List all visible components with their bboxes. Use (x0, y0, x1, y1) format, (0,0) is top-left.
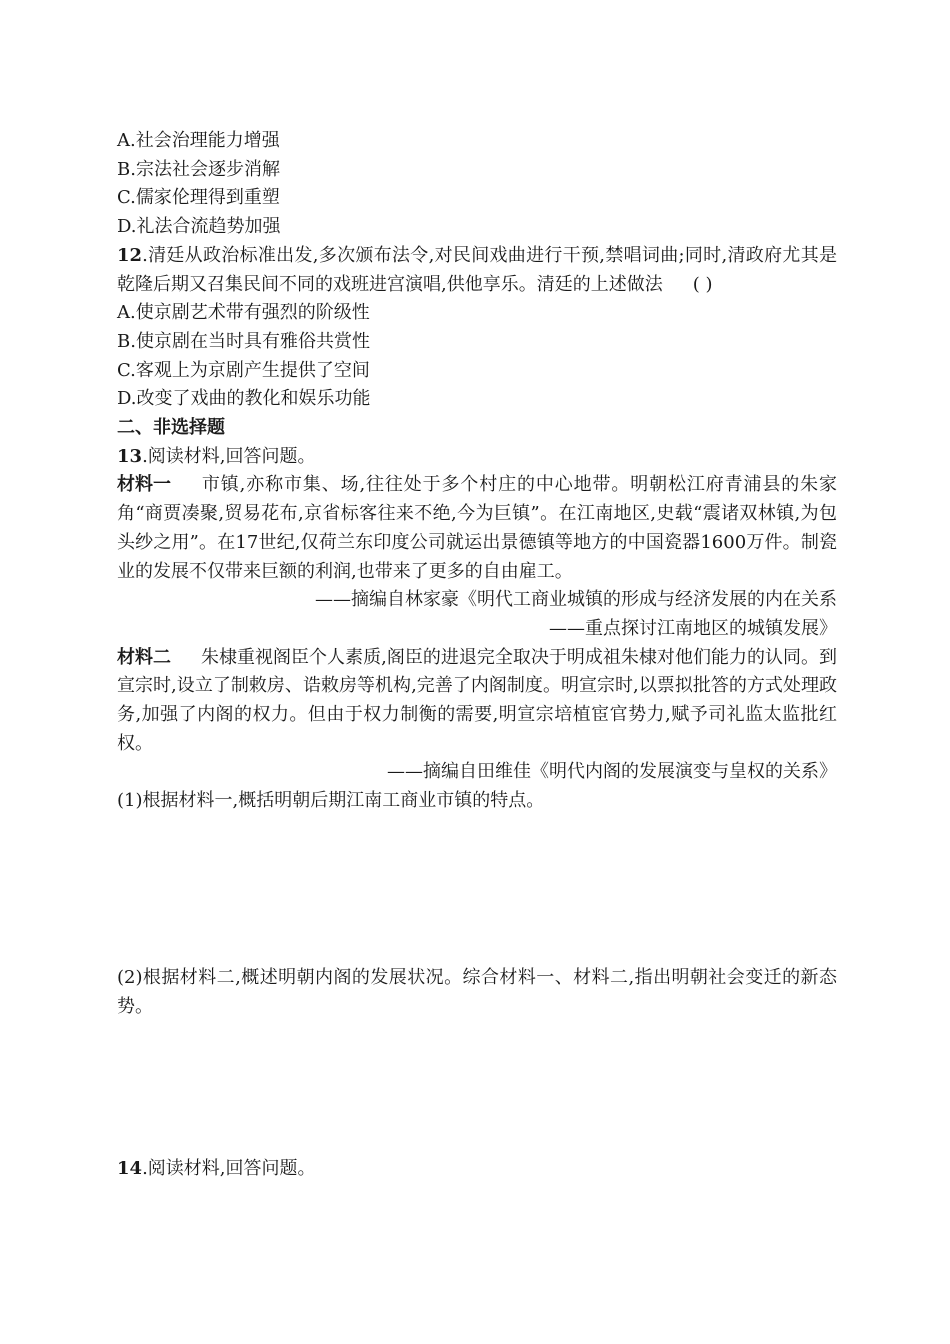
q12-stem (117, 242, 837, 299)
q13-stem-text: .阅读材料,回答问题。 (142, 445, 316, 467)
section-title: 二、非选择题 (117, 417, 225, 439)
q13-number: 13 (117, 445, 143, 467)
q11-option-c: C.儒家伦理得到重塑 (117, 187, 280, 209)
material-1-label: 材料一 (117, 474, 171, 496)
q14-stem (117, 1155, 837, 1184)
answer-space-2 (117, 1021, 837, 1155)
q11-option-b: B.宗法社会逐步消解 (117, 158, 280, 180)
material-2 (117, 644, 837, 759)
answer-space-1 (117, 816, 837, 964)
material-1-source-line2: ——重点探讨江南地区的城镇发展》 (549, 617, 837, 639)
q12-option-c: C.客观上为京剧产生提供了空间 (117, 359, 370, 381)
material-2-source: ——摘编自田维佳《明代内阁的发展演变与皇权的关系》 (387, 761, 837, 783)
material-2-label: 材料二 (117, 646, 171, 668)
q12-stem-text: .清廷从政治标准出发,多次颁布法令,对民间戏曲进行干预,禁唱词曲;同时,清政府尤其是乾隆后期又召集民间不同的戏班进宫演唱,供他享乐。清廷的上述做法 (117, 244, 837, 295)
q14-number: 14 (117, 1158, 143, 1180)
q13-subquestion-1: (1)根据材料一,概括明朝后期江南工商业市镇的特点。 (117, 790, 545, 812)
answer-parenthesis: ( ) (692, 273, 713, 295)
q12-option-d: D.改变了戏曲的教化和娱乐功能 (117, 388, 371, 410)
q12-number: 12 (117, 244, 143, 266)
material-1-source-line1: ——摘编自林家豪《明代工商业城镇的形成与经济发展的内在关系 (315, 589, 837, 611)
q11-option-a: A.社会治理能力增强 (117, 130, 280, 151)
q13-subquestion-2: (2)根据材料二,概述明朝内阁的发展状况。综合材料一、材料二,指出明朝社会变迁的新态势。 (117, 966, 837, 1017)
q12-option-a: A.使京剧艺术带有强烈的阶级性 (117, 302, 370, 324)
document-page (117, 127, 837, 1184)
q14-stem-text: .阅读材料,回答问题。 (142, 1158, 316, 1180)
material-1-text: 市镇,亦称市集、场,往往处于多个村庄的中心地带。明朝松江府青浦县的朱家角“商贾凑聚,贸易花布,京省标客往来不绝,今为巨镇”。在江南地区,史载“震诸双林镇,为包头纱之用”。在17世纪,仅荷兰东印度公司就运出景德镇等地方的中国瓷器1600万件。制瓷业的发展不仅带来巨额的利润,也带来了更多的自由雇工。 (117, 474, 837, 582)
q13-stem (117, 443, 837, 472)
q12-option-b: B.使京剧在当时具有雅俗共赏性 (117, 330, 370, 352)
material-1 (117, 471, 837, 586)
q11-option-d: D.礼法合流趋势加强 (117, 216, 281, 238)
material-2-text: 朱棣重视阁臣个人素质,阁臣的进退完全取决于明成祖朱棣对他们能力的认同。到宣宗时,设立了制敕房、诰敕房等机构,完善了内阁制度。明宣宗时,以票拟批答的方式处理政务,加强了内阁的权力。但由于权力制衡的需要,明宣宗培植宦官势力,赋予司礼监太监批红权。 (117, 646, 837, 754)
